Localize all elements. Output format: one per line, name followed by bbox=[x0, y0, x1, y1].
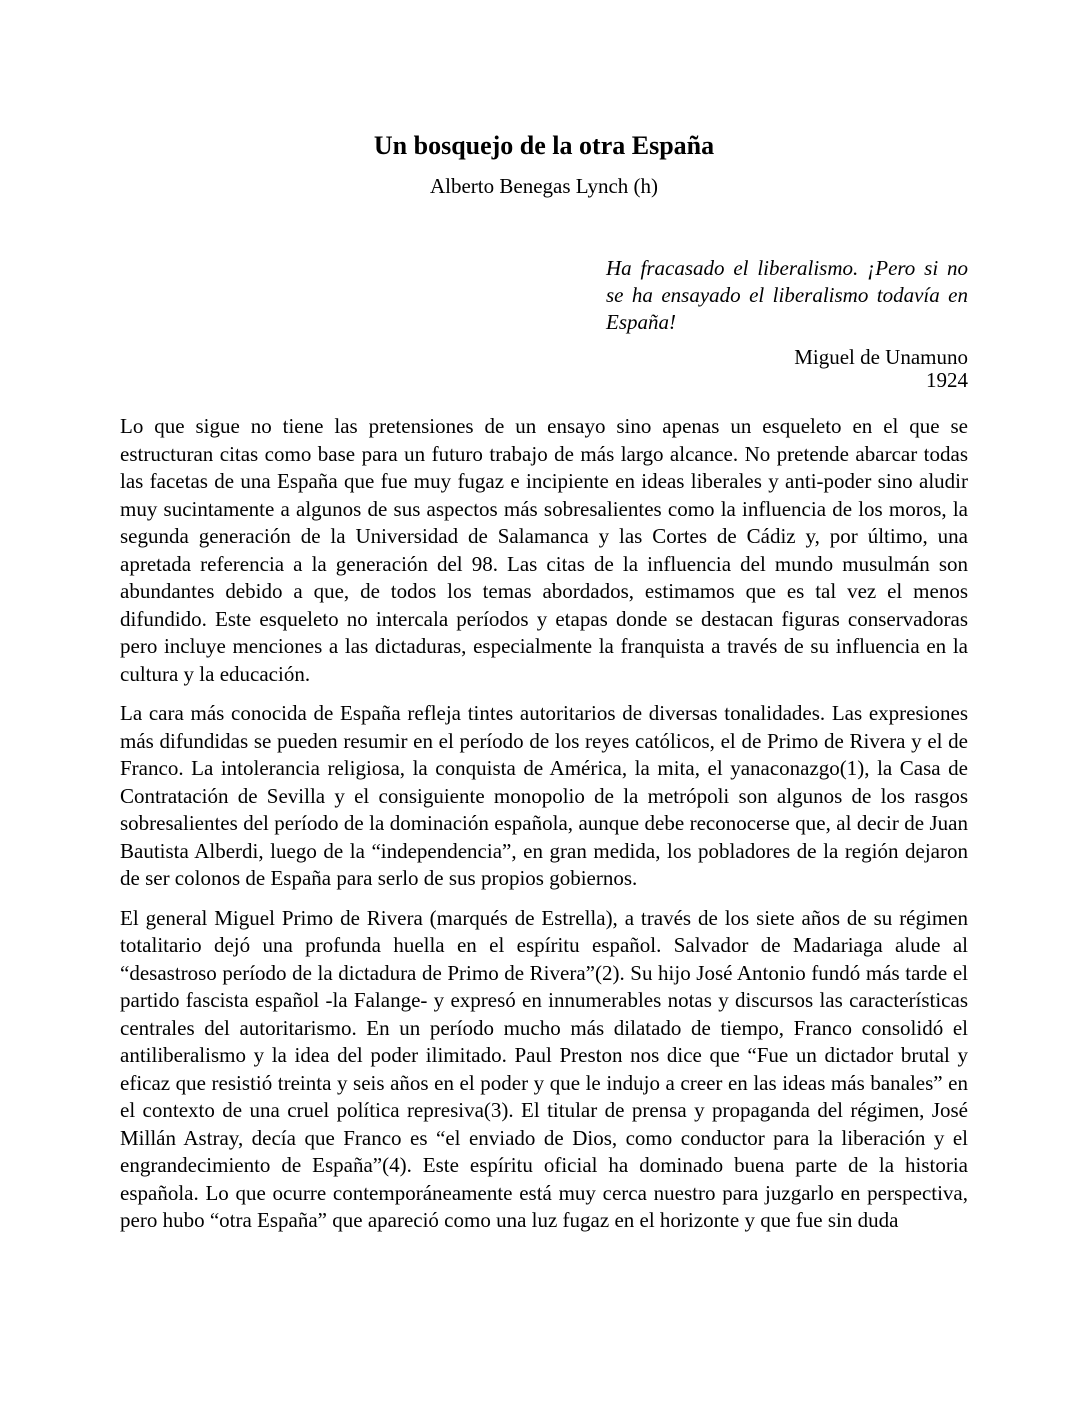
paragraph: El general Miguel Primo de Rivera (marqués de Estrella), a través de los siete años de su régimen totalitario dejó una profunda huella en el espíritu español. Salvador de Madariaga alude al “desastroso período de la dictadura de Primo de Rivera”(2). Su hijo José Antonio fundó más tarde el partido fascista español -la Falange- y expresó en innumerables notas y discursos las características centrales del autoritarismo. En un período mucho más dilatado de tiempo, Franco consolidó el antiliberalismo y la idea del poder ilimitado. Paul Preston nos dice que “Fue un dictador brutal y eficaz que resistió treinta y seis años en el poder y que le indujo a creer en las ideas más banales” en el contexto de una cruel política represiva(3). El titular de prensa y propaganda del régimen, José Millán Astray, decía que Franco es “el enviado de Dios, como conductor para la liberación y el engrandecimiento de España”(4). Este espíritu oficial ha dominado buena parte de la historia española. Lo que ocurre contemporáneamente está muy cerca nuestro para juzgarlo en perspectiva, pero hubo “otra España” que apareció como una luz fugaz en el horizonte y que fue sin duda bbox=[120, 905, 968, 1232]
epigraph-attribution bbox=[120, 346, 968, 392]
paragraph: Lo que sigue no tiene las pretensiones de un ensayo sino apenas un esqueleto en el que se estructuran citas como base para un futuro trabajo de más largo alcance. No pretende abarcar todas las facetas de una España que fue muy fugaz e incipiente en ideas liberales y anti-poder sino aludir muy sucintamente a algunos de sus aspectos más sobresalientes como la influencia de los moros, la segunda generación de la Universidad de Salamanca y las Cortes de Cádiz y, por último, una apretada referencia a la generación del 98. Las citas de la influencia del mundo musulmán son abundantes debido a que, de todos los temas abordados, estimamos que es tal vez el menos difundido. Este esqueleto no intercala períodos y etapas donde se destacan figuras conservadoras pero incluye menciones a las dictaduras, especialmente la franquista a través de su influencia en la cultura y la educación. bbox=[120, 414, 968, 686]
document-body bbox=[120, 413, 968, 1235]
epigraph-quote: Ha fracasado el liberalismo. ¡Pero si no se ha ensayado el liberalismo todavía en España! bbox=[606, 256, 968, 334]
paragraph: La cara más conocida de España refleja tintes autoritarios de diversas tonalidades. Las expresiones más difundidas se pueden resumir en el período de los reyes católicos, el de Primo de Rivera y el de Franco. La intolerancia religiosa, la conquista de América, la mita, el yanaconazgo(1), la Casa de Contratación de Sevilla y el consiguiente monopolio de la metrópoli son algunos de los rasgos sobresalientes del período de la dominación española, aunque debe reconocerse que, al decir de Juan Bautista Alberdi, luego de la “independencia”, en gran medida, los pobladores de la región dejaron de ser colonos de España para serlo de sus propios gobiernos. bbox=[120, 701, 968, 890]
document-title: Un bosquejo de la otra España bbox=[373, 131, 715, 160]
epigraph-attribution-name: Miguel de Unamuno bbox=[794, 345, 968, 369]
author-byline: Alberto Benegas Lynch (h) bbox=[429, 174, 659, 198]
epigraph-attribution-year: 1924 bbox=[926, 368, 968, 392]
